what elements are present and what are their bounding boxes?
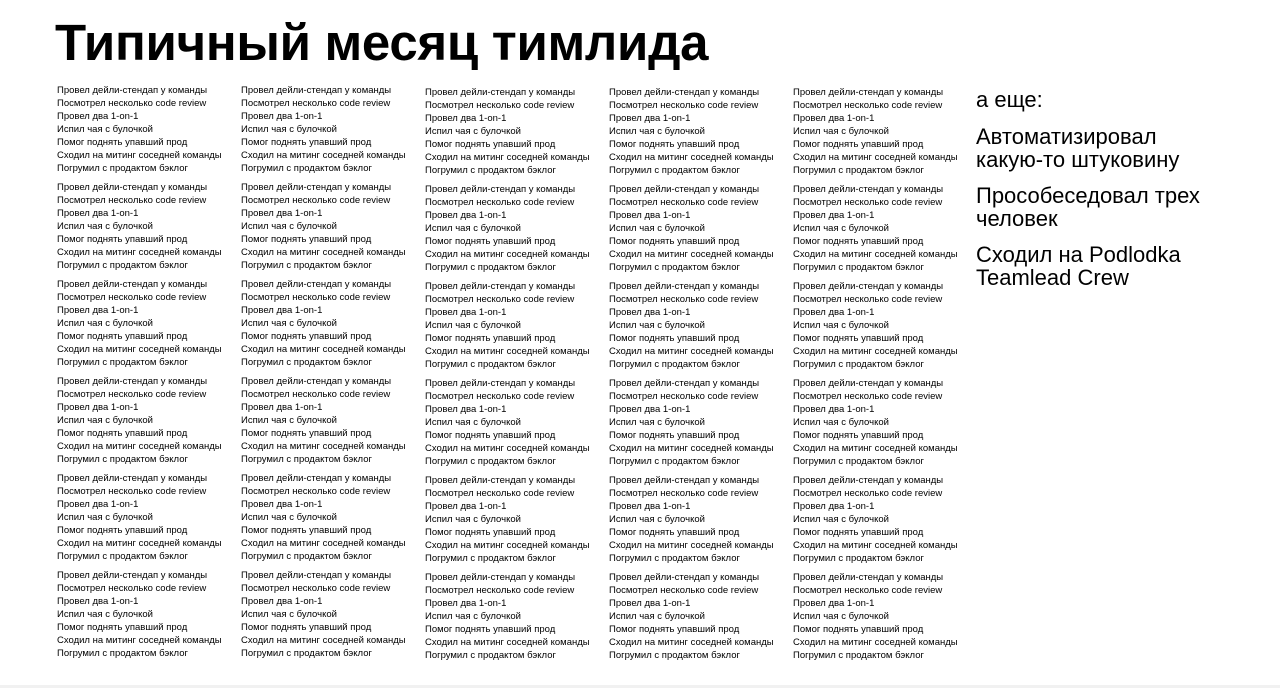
activity-line: Помог поднять упавший прод bbox=[57, 622, 188, 633]
activity-line: Погрумил с продактом бэклог bbox=[793, 359, 924, 370]
activity-line: Помог поднять упавший прод bbox=[57, 137, 188, 148]
activity-line: Провел дейли-стендап у команды bbox=[241, 376, 392, 387]
activity-line: Сходил на митинг соседней команды bbox=[793, 249, 958, 260]
activity-block bbox=[793, 377, 973, 468]
activity-line: Посмотрел несколько code review bbox=[57, 389, 207, 400]
activity-line: Провел два 1-on-1 bbox=[241, 402, 323, 413]
activity-line: Провел дейли-стендап у команды bbox=[425, 281, 576, 292]
activity-line: Погрумил с продактом бэклог bbox=[793, 165, 924, 176]
activity-line: Помог поднять упавший прод bbox=[241, 428, 372, 439]
activity-block bbox=[425, 377, 605, 468]
activity-block bbox=[241, 278, 421, 369]
activity-line: Провел дейли-стендап у команды bbox=[241, 570, 392, 581]
activity-line: Испил чая с булочкой bbox=[57, 318, 153, 329]
activity-line: Посмотрел несколько code review bbox=[425, 488, 575, 499]
activity-line: Провел дейли-стендап у команды bbox=[793, 184, 944, 195]
activity-line: Испил чая с булочкой bbox=[425, 514, 521, 525]
activity-line: Сходил на митинг соседней команды bbox=[57, 538, 222, 549]
activity-line: Сходил на митинг соседней команды bbox=[57, 247, 222, 258]
activity-line: Испил чая с булочкой bbox=[425, 126, 521, 137]
activity-line: Посмотрел несколько code review bbox=[793, 585, 943, 596]
activity-line: Погрумил с продактом бэклог bbox=[609, 650, 740, 661]
activity-line: Посмотрел несколько code review bbox=[241, 583, 391, 594]
activity-line: Провел два 1-on-1 bbox=[793, 210, 875, 221]
activity-line: Провел дейли-стендап у команды bbox=[425, 378, 576, 389]
activity-line: Испил чая с булочкой bbox=[609, 126, 705, 137]
activity-line: Провел дейли-стендап у команды bbox=[57, 182, 208, 193]
aside-panel bbox=[976, 88, 1266, 302]
activity-line: Помог поднять упавший прод bbox=[609, 236, 740, 247]
activity-line: Посмотрел несколько code review bbox=[425, 100, 575, 111]
activity-line: Погрумил с продактом бэклог bbox=[425, 262, 556, 273]
activity-line: Сходил на митинг соседней команды bbox=[241, 538, 406, 549]
activity-line: Помог поднять упавший прод bbox=[57, 525, 188, 536]
activity-line: Сходил на митинг соседней команды bbox=[241, 441, 406, 452]
activity-line: Провел дейли-стендап у команды bbox=[425, 184, 576, 195]
activity-line: Погрумил с продактом бэклог bbox=[609, 456, 740, 467]
activity-line: Сходил на митинг соседней команды bbox=[57, 635, 222, 646]
activity-line: Сходил на митинг соседней команды bbox=[609, 637, 774, 648]
activity-line: Погрумил с продактом бэклог bbox=[425, 359, 556, 370]
activity-line: Испил чая с булочкой bbox=[793, 514, 889, 525]
activity-line: Провел дейли-стендап у команды bbox=[241, 279, 392, 290]
activity-line: Помог поднять упавший прод bbox=[425, 527, 556, 538]
activity-line: Помог поднять упавший прод bbox=[793, 527, 924, 538]
activity-line: Испил чая с булочкой bbox=[241, 124, 337, 135]
activity-grid bbox=[57, 84, 962, 664]
activity-block bbox=[609, 377, 789, 468]
activity-line: Посмотрел несколько code review bbox=[425, 585, 575, 596]
aside-item-interviews: Прособеседовал трех человек bbox=[976, 183, 1200, 231]
activity-line: Сходил на митинг соседней команды bbox=[609, 346, 774, 357]
activity-block bbox=[57, 375, 237, 466]
activity-block bbox=[241, 84, 421, 175]
activity-line: Провел дейли-стендап у команды bbox=[57, 279, 208, 290]
aside-heading: а еще: bbox=[976, 87, 1043, 112]
activity-block bbox=[793, 86, 973, 177]
activity-block bbox=[241, 472, 421, 563]
activity-line: Посмотрел несколько code review bbox=[57, 583, 207, 594]
activity-line: Посмотрел несколько code review bbox=[793, 391, 943, 402]
activity-line: Испил чая с булочкой bbox=[425, 223, 521, 234]
activity-line: Провел два 1-on-1 bbox=[609, 404, 691, 415]
activity-line: Помог поднять упавший прод bbox=[609, 430, 740, 441]
activity-line: Помог поднять упавший прод bbox=[241, 525, 372, 536]
activity-line: Испил чая с булочкой bbox=[793, 126, 889, 137]
activity-line: Помог поднять упавший прод bbox=[57, 428, 188, 439]
activity-line: Провел дейли-стендап у команды bbox=[241, 473, 392, 484]
activity-line: Провел дейли-стендап у команды bbox=[241, 85, 392, 96]
activity-line: Провел два 1-on-1 bbox=[425, 598, 507, 609]
activity-line: Провел два 1-on-1 bbox=[241, 305, 323, 316]
activity-line: Провел дейли-стендап у команды bbox=[609, 87, 760, 98]
activity-line: Погрумил с продактом бэклог bbox=[425, 650, 556, 661]
activity-line: Испил чая с булочкой bbox=[57, 415, 153, 426]
activity-line: Помог поднять упавший прод bbox=[609, 527, 740, 538]
activity-line: Провел два 1-on-1 bbox=[425, 307, 507, 318]
activity-line: Посмотрел несколько code review bbox=[241, 292, 391, 303]
activity-line: Погрумил с продактом бэклог bbox=[241, 454, 372, 465]
activity-line: Сходил на митинг соседней команды bbox=[425, 249, 590, 260]
activity-block bbox=[793, 280, 973, 371]
activity-line: Помог поднять упавший прод bbox=[793, 333, 924, 344]
activity-line: Испил чая с булочкой bbox=[57, 221, 153, 232]
activity-block bbox=[241, 181, 421, 272]
activity-line: Провел дейли-стендап у команды bbox=[793, 87, 944, 98]
activity-block bbox=[241, 375, 421, 466]
activity-line: Сходил на митинг соседней команды bbox=[57, 441, 222, 452]
activity-block bbox=[57, 569, 237, 660]
activity-line: Испил чая с булочкой bbox=[241, 609, 337, 620]
activity-line: Помог поднять упавший прод bbox=[609, 139, 740, 150]
activity-line: Посмотрел несколько code review bbox=[425, 391, 575, 402]
activity-line: Посмотрел несколько code review bbox=[241, 486, 391, 497]
activity-line: Погрумил с продактом бэклог bbox=[609, 359, 740, 370]
activity-line: Погрумил с продактом бэклог bbox=[793, 650, 924, 661]
activity-line: Провел два 1-on-1 bbox=[793, 598, 875, 609]
activity-line: Посмотрел несколько code review bbox=[609, 294, 759, 305]
activity-line: Помог поднять упавший прод bbox=[793, 236, 924, 247]
activity-line: Провел два 1-on-1 bbox=[57, 208, 139, 219]
activity-line: Сходил на митинг соседней команды bbox=[793, 443, 958, 454]
activity-line: Провел два 1-on-1 bbox=[793, 307, 875, 318]
activity-block bbox=[609, 571, 789, 662]
activity-line: Помог поднять упавший прод bbox=[609, 333, 740, 344]
activity-line: Сходил на митинг соседней команды bbox=[793, 540, 958, 551]
activity-line: Погрумил с продактом бэклог bbox=[57, 454, 188, 465]
activity-block bbox=[425, 86, 605, 177]
activity-block bbox=[609, 86, 789, 177]
activity-line: Провел два 1-on-1 bbox=[241, 208, 323, 219]
activity-line: Провел два 1-on-1 bbox=[241, 499, 323, 510]
activity-line: Посмотрел несколько code review bbox=[793, 197, 943, 208]
activity-line: Посмотрел несколько code review bbox=[241, 389, 391, 400]
activity-line: Сходил на митинг соседней команды bbox=[57, 344, 222, 355]
activity-line: Испил чая с булочкой bbox=[793, 320, 889, 331]
activity-line: Провел два 1-on-1 bbox=[609, 307, 691, 318]
activity-line: Посмотрел несколько code review bbox=[609, 488, 759, 499]
activity-line: Посмотрел несколько code review bbox=[241, 98, 391, 109]
activity-line: Провел дейли-стендап у команды bbox=[57, 85, 208, 96]
activity-line: Сходил на митинг соседней команды bbox=[793, 152, 958, 163]
activity-line: Посмотрел несколько code review bbox=[241, 195, 391, 206]
activity-line: Помог поднять упавший прод bbox=[241, 234, 372, 245]
activity-line: Испил чая с булочкой bbox=[241, 415, 337, 426]
activity-line: Провел два 1-on-1 bbox=[793, 501, 875, 512]
activity-block bbox=[57, 84, 237, 175]
activity-line: Провел два 1-on-1 bbox=[57, 402, 139, 413]
activity-line: Посмотрел несколько code review bbox=[57, 486, 207, 497]
activity-line: Испил чая с булочкой bbox=[57, 609, 153, 620]
activity-line: Помог поднять упавший прод bbox=[793, 430, 924, 441]
activity-line: Сходил на митинг соседней команды bbox=[425, 637, 590, 648]
activity-line: Испил чая с булочкой bbox=[609, 611, 705, 622]
activity-line: Провел два 1-on-1 bbox=[609, 210, 691, 221]
activity-line: Провел дейли-стендап у команды bbox=[793, 281, 944, 292]
activity-line: Сходил на митинг соседней команды bbox=[609, 540, 774, 551]
activity-line: Испил чая с булочкой bbox=[57, 512, 153, 523]
activity-line: Провел дейли-стендап у команды bbox=[609, 475, 760, 486]
activity-line: Посмотрел несколько code review bbox=[425, 294, 575, 305]
activity-line: Сходил на митинг соседней команды bbox=[241, 635, 406, 646]
activity-line: Провел два 1-on-1 bbox=[609, 113, 691, 124]
activity-line: Провел дейли-стендап у команды bbox=[425, 475, 576, 486]
activity-line: Провел два 1-on-1 bbox=[241, 596, 323, 607]
activity-line: Помог поднять упавший прод bbox=[57, 234, 188, 245]
activity-line: Посмотрел несколько code review bbox=[57, 292, 207, 303]
activity-line: Провел два 1-on-1 bbox=[57, 305, 139, 316]
activity-block bbox=[425, 474, 605, 565]
activity-line: Помог поднять упавший прод bbox=[241, 622, 372, 633]
activity-line: Испил чая с булочкой bbox=[425, 611, 521, 622]
activity-line: Провел два 1-on-1 bbox=[57, 499, 139, 510]
activity-block bbox=[793, 571, 973, 662]
activity-line: Провел дейли-стендап у команды bbox=[609, 184, 760, 195]
activity-block bbox=[57, 278, 237, 369]
activity-line: Погрумил с продактом бэклог bbox=[425, 456, 556, 467]
activity-line: Испил чая с булочкой bbox=[241, 221, 337, 232]
activity-line: Испил чая с булочкой bbox=[425, 320, 521, 331]
activity-line: Сходил на митинг соседней команды bbox=[425, 443, 590, 454]
activity-line: Провел два 1-on-1 bbox=[57, 111, 139, 122]
activity-line: Погрумил с продактом бэклог bbox=[241, 357, 372, 368]
activity-line: Провел два 1-on-1 bbox=[241, 111, 323, 122]
activity-line: Посмотрел несколько code review bbox=[57, 98, 207, 109]
activity-line: Испил чая с булочкой bbox=[609, 320, 705, 331]
activity-line: Сходил на митинг соседней команды bbox=[57, 150, 222, 161]
page-title: Типичный месяц тимлида bbox=[55, 14, 709, 71]
activity-line: Погрумил с продактом бэклог bbox=[57, 260, 188, 271]
activity-line: Провел дейли-стендап у команды bbox=[425, 87, 576, 98]
activity-line: Испил чая с булочкой bbox=[425, 417, 521, 428]
activity-line: Испил чая с булочкой bbox=[609, 514, 705, 525]
activity-line: Помог поднять упавший прод bbox=[425, 139, 556, 150]
activity-line: Провел два 1-on-1 bbox=[609, 501, 691, 512]
activity-block bbox=[425, 571, 605, 662]
activity-line: Помог поднять упавший прод bbox=[425, 430, 556, 441]
activity-block bbox=[57, 472, 237, 563]
activity-line: Провел дейли-стендап у команды bbox=[609, 572, 760, 583]
activity-line: Сходил на митинг соседней команды bbox=[793, 637, 958, 648]
activity-line: Посмотрел несколько code review bbox=[793, 488, 943, 499]
activity-line: Погрумил с продактом бэклог bbox=[793, 262, 924, 273]
activity-line: Испил чая с булочкой bbox=[609, 223, 705, 234]
activity-line: Погрумил с продактом бэклог bbox=[425, 165, 556, 176]
aside-item-podlodka: Сходил на Podlodka Teamlead Crew bbox=[976, 242, 1181, 290]
activity-line: Сходил на митинг соседней команды bbox=[609, 152, 774, 163]
activity-line: Испил чая с булочкой bbox=[241, 318, 337, 329]
activity-line: Сходил на митинг соседней команды bbox=[241, 344, 406, 355]
activity-line: Испил чая с булочкой bbox=[241, 512, 337, 523]
activity-line: Погрумил с продактом бэклог bbox=[609, 553, 740, 564]
activity-line: Провел дейли-стендап у команды bbox=[609, 281, 760, 292]
activity-line: Помог поднять упавший прод bbox=[241, 137, 372, 148]
activity-line: Погрумил с продактом бэклог bbox=[793, 456, 924, 467]
activity-line: Помог поднять упавший прод bbox=[425, 624, 556, 635]
activity-line: Посмотрел несколько code review bbox=[425, 197, 575, 208]
activity-line: Сходил на митинг соседней команды bbox=[609, 249, 774, 260]
activity-line: Сходил на митинг соседней команды bbox=[241, 247, 406, 258]
activity-line: Провел два 1-on-1 bbox=[57, 596, 139, 607]
activity-block bbox=[609, 183, 789, 274]
activity-line: Сходил на митинг соседней команды bbox=[609, 443, 774, 454]
activity-line: Погрумил с продактом бэклог bbox=[609, 262, 740, 273]
activity-line: Посмотрел несколько code review bbox=[57, 195, 207, 206]
activity-block bbox=[241, 569, 421, 660]
activity-block bbox=[425, 280, 605, 371]
activity-line: Сходил на митинг соседней команды bbox=[241, 150, 406, 161]
activity-line: Провел дейли-стендап у команды bbox=[793, 572, 944, 583]
activity-line: Погрумил с продактом бэклог bbox=[241, 163, 372, 174]
activity-line: Сходил на митинг соседней команды bbox=[425, 152, 590, 163]
activity-line: Провел дейли-стендап у команды bbox=[609, 378, 760, 389]
activity-line: Помог поднять упавший прод bbox=[609, 624, 740, 635]
activity-line: Испил чая с булочкой bbox=[609, 417, 705, 428]
activity-line: Помог поднять упавший прод bbox=[241, 331, 372, 342]
activity-line: Провел дейли-стендап у команды bbox=[57, 473, 208, 484]
activity-line: Помог поднять упавший прод bbox=[793, 139, 924, 150]
activity-block bbox=[793, 183, 973, 274]
activity-line: Посмотрел несколько code review bbox=[609, 391, 759, 402]
activity-line: Погрумил с продактом бэклог bbox=[241, 648, 372, 659]
activity-block bbox=[57, 181, 237, 272]
activity-line: Сходил на митинг соседней команды bbox=[793, 346, 958, 357]
activity-line: Погрумил с продактом бэклог bbox=[241, 260, 372, 271]
activity-block bbox=[425, 183, 605, 274]
activity-line: Испил чая с булочкой bbox=[57, 124, 153, 135]
activity-line: Погрумил с продактом бэклог bbox=[425, 553, 556, 564]
activity-line: Провел дейли-стендап у команды bbox=[241, 182, 392, 193]
activity-line: Провел дейли-стендап у команды bbox=[425, 572, 576, 583]
activity-line: Провел два 1-on-1 bbox=[793, 113, 875, 124]
activity-block bbox=[609, 474, 789, 565]
activity-block bbox=[793, 474, 973, 565]
activity-line: Посмотрел несколько code review bbox=[609, 100, 759, 111]
activity-line: Погрумил с продактом бэклог bbox=[57, 551, 188, 562]
activity-line: Провел дейли-стендап у команды bbox=[57, 376, 208, 387]
activity-line: Сходил на митинг соседней команды bbox=[425, 540, 590, 551]
activity-block bbox=[609, 280, 789, 371]
activity-line: Погрумил с продактом бэклог bbox=[793, 553, 924, 564]
activity-line: Погрумил с продактом бэклог bbox=[241, 551, 372, 562]
activity-line: Помог поднять упавший прод bbox=[793, 624, 924, 635]
activity-line: Погрумил с продактом бэклог bbox=[609, 165, 740, 176]
activity-line: Провел дейли-стендап у команды bbox=[57, 570, 208, 581]
activity-line: Погрумил с продактом бэклог bbox=[57, 648, 188, 659]
activity-line: Провел дейли-стендап у команды bbox=[793, 378, 944, 389]
activity-line: Провел два 1-on-1 bbox=[425, 501, 507, 512]
activity-line: Погрумил с продактом бэклог bbox=[57, 163, 188, 174]
activity-line: Погрумил с продактом бэклог bbox=[57, 357, 188, 368]
activity-line: Провел два 1-on-1 bbox=[609, 598, 691, 609]
activity-line: Посмотрел несколько code review bbox=[609, 197, 759, 208]
activity-line: Провел два 1-on-1 bbox=[793, 404, 875, 415]
aside-item-automation: Автоматизировал какую-то штуковину bbox=[976, 124, 1180, 172]
activity-line: Посмотрел несколько code review bbox=[609, 585, 759, 596]
activity-line: Испил чая с булочкой bbox=[793, 417, 889, 428]
activity-line: Провел два 1-on-1 bbox=[425, 210, 507, 221]
activity-line: Провел два 1-on-1 bbox=[425, 113, 507, 124]
activity-line: Сходил на митинг соседней команды bbox=[425, 346, 590, 357]
activity-line: Испил чая с булочкой bbox=[793, 223, 889, 234]
activity-line: Помог поднять упавший прод bbox=[57, 331, 188, 342]
activity-line: Помог поднять упавший прод bbox=[425, 236, 556, 247]
activity-line: Помог поднять упавший прод bbox=[425, 333, 556, 344]
activity-line: Посмотрел несколько code review bbox=[793, 294, 943, 305]
activity-line: Испил чая с булочкой bbox=[793, 611, 889, 622]
activity-line: Провел дейли-стендап у команды bbox=[793, 475, 944, 486]
activity-line: Провел два 1-on-1 bbox=[425, 404, 507, 415]
activity-line: Посмотрел несколько code review bbox=[793, 100, 943, 111]
